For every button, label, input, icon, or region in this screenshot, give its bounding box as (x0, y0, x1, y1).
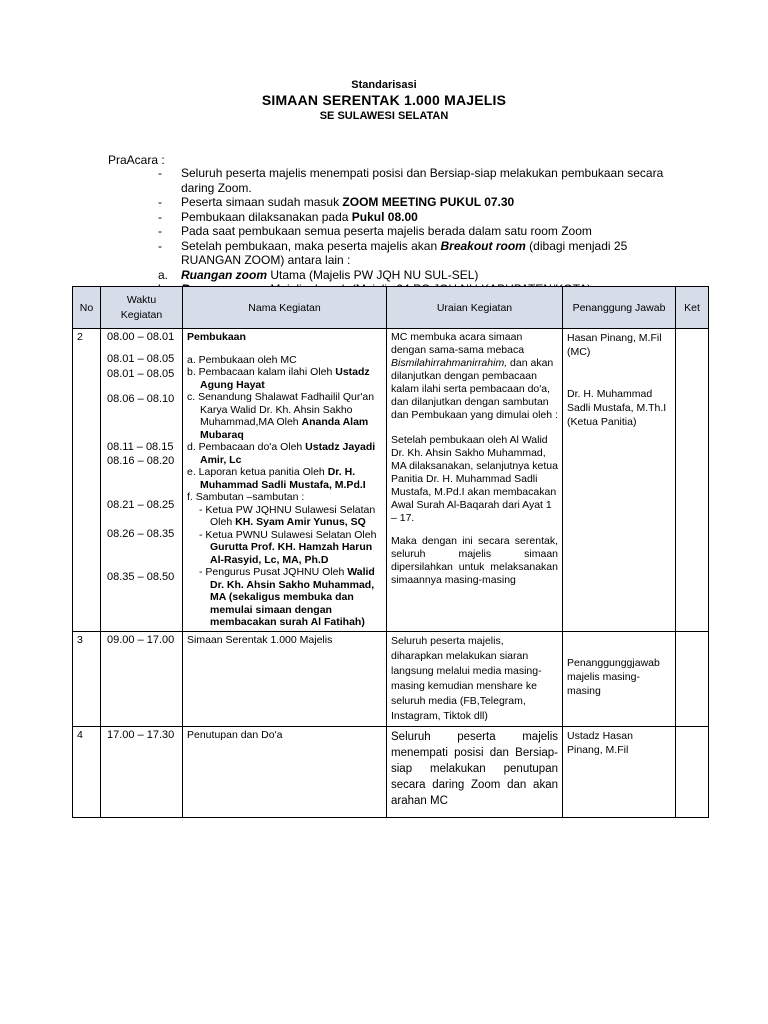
activity-cell (183, 726, 387, 817)
time-slot: 08.11 – 08.15 (107, 441, 174, 453)
col-header-pj: Penanggung Jawab (563, 287, 676, 329)
activity-subitem: - Ketua PWNU Sulawesi Selatan Oleh Gurutta Prof. KH. Hamzah Harun Al-Rasyid, Lc, MA, Ph.D (199, 528, 377, 566)
description-paragraph: Setelah pembukaan oleh Al Walid Dr. Kh. Ahsin Sakho Muhammad, MA dilaksanakan, selanjutnya ketua Panitia Dr. H. Muhammad Sadli Mustafa, M.Pd.I akan membacakan Awal Surah Al-Baqarah dari Ayat 1 – 17. (391, 434, 558, 524)
time-slot: 08.01 – 08.05 (107, 353, 175, 365)
activity-subitem: - Pengurus Pusat JQHNU Oleh Walid Dr. Kh. Ahsin Sakho Muhammad, MA (sekaligus membuka dan memulai simaan dengan membacakan surah Al Fatihah) (199, 566, 375, 628)
time-slot: 08.35 – 08.50 (107, 571, 175, 583)
time-slot: 08.06 – 08.10 (107, 393, 175, 405)
table-row (73, 726, 709, 817)
activity-title: Simaan Serentak 1.000 Majelis (187, 633, 333, 646)
praacara-item: - Pembukaan dilaksanakan pada Pukul 08.00 (158, 209, 418, 224)
pj-cell (563, 631, 676, 726)
pj-name: Hasan Pinang, M.Fil (MC) (567, 332, 662, 358)
praacara-label: PraAcara : (108, 153, 165, 167)
pj-name: Dr. H. Muhammad Sadli Mustafa, M.Th.I (Ketua Panitia) (567, 388, 667, 428)
time-slot: 09.00 – 17.00 (107, 633, 175, 646)
time-slot: 08.00 – 08.01 (107, 331, 175, 343)
description-paragraph: Maka dengan ini secara serentak, seluruh majelis simaan dipersilahkan untuk melaksanakan simaannya masing-masing (391, 535, 558, 586)
table-header-row (73, 287, 709, 329)
praacara-item: - Seluruh peserta majelis menempati posisi dan Bersiap-siap melakukan pembukaan secara daring Zoom. (158, 166, 664, 195)
description-cell (387, 329, 563, 632)
activity-title: Penutupan dan Do'a (187, 728, 283, 741)
time-slot: 08.01 – 08.05 (107, 368, 175, 380)
col-header-waktu: Waktu Kegiatan (101, 287, 183, 329)
praacara-item: - Pada saat pembukaan semua peserta majelis berada dalam satu room Zoom (158, 224, 592, 238)
description-cell (387, 726, 563, 817)
pj-name: Penanggunggjawab majelis masing-masing (567, 656, 660, 697)
table-row (73, 329, 709, 632)
praacara-list (158, 166, 688, 297)
activity-title: Pembukaan (187, 331, 246, 343)
schedule-table (72, 286, 709, 818)
description-paragraph: Seluruh peserta majelis menempati posisi dan Bersiap-siap melakukan penutupan secara daring Zoom dan akan arahan MC (391, 730, 558, 807)
activity-cell (183, 631, 387, 726)
description-paragraph: MC membuka acara simaan dengan sama-sama mebaca Bismilahirrahmanirrahim, dan akan dilanjutkan dengan pembacaan kalam ilahi serta pembacaan do'a, dan dilanjutkan dengan sambutan dan Pembukaan yang dimulai oleh : (391, 331, 558, 421)
praacara-subitem: a. Ruangan zoom Utama (Majelis PW JQH NU SUL-SEL) (158, 267, 479, 282)
row-number: 2 (73, 329, 101, 632)
time-cell (101, 329, 183, 632)
col-header-no: No (73, 287, 101, 329)
ket-cell (676, 329, 709, 632)
activity-cell (183, 329, 387, 632)
col-header-uraian: Uraian Kegiatan (387, 287, 563, 329)
doc-title: SIMAAN SERENTAK 1.000 MAJELIS (261, 92, 507, 108)
ket-cell (676, 631, 709, 726)
activity-item: d. Pembacaan do'a Oleh Ustadz Jayadi Amir, Lc (187, 441, 376, 466)
doc-pretitle: Standarisasi (351, 79, 417, 91)
table-row (73, 631, 709, 726)
pj-cell (563, 726, 676, 817)
ket-cell (676, 726, 709, 817)
time-slot: 08.16 – 08.20 (107, 455, 175, 467)
time-slot: 08.21 – 08.25 (107, 499, 175, 511)
description-paragraph: Seluruh peserta majelis, diharapkan melakukan siaran langsung melalui media masing-masing kemudian menshare ke seluruh media (FB,Telegram, Instagram, Tiktok dll) (391, 634, 542, 722)
row-number: 4 (73, 726, 101, 817)
activity-subitem: - Ketua PW JQHNU Sulawesi Selatan Oleh KH. Syam Amir Yunus, SQ (199, 503, 376, 528)
time-slot: 08.26 – 08.35 (107, 528, 175, 540)
time-cell (101, 631, 183, 726)
pj-cell (563, 329, 676, 632)
time-cell (101, 726, 183, 817)
activity-item: b. Pembacaan kalam ilahi Oleh Ustadz Agung Hayat (187, 366, 370, 391)
time-slot: 17.00 – 17.30 (107, 728, 175, 741)
col-header-ket: Ket (676, 287, 709, 329)
row-number: 3 (73, 631, 101, 726)
description-cell (387, 631, 563, 726)
pj-name: Ustadz Hasan Pinang, M.Fil (567, 729, 633, 756)
activity-item: f. Sambutan –sambutan : (187, 491, 305, 503)
col-header-nama: Nama Kegiatan (183, 287, 387, 329)
praacara-item: - Setelah pembukaan, maka peserta majelis akan Breakout room (dibagi menjadi 25 RUANGAN ZOOM) antara lain : (158, 238, 628, 267)
activity-item: c. Senandung Shalawat Fadhailil Qur'an Karya Walid Dr. Kh. Ahsin Sakho Muhammad,MA Oleh Ananda Alam Mubaraq (187, 391, 375, 441)
doc-subtitle: SE SULAWESI SELATAN (319, 110, 449, 122)
activity-item: a. Pembukaan oleh MC (187, 353, 297, 366)
activity-item: e. Laporan ketua panitia Oleh Dr. H. Muhammad Sadli Mustafa, M.Pd.I (187, 466, 366, 491)
praacara-item: - Peserta simaan sudah masuk ZOOM MEETING PUKUL 07.30 (158, 195, 515, 209)
